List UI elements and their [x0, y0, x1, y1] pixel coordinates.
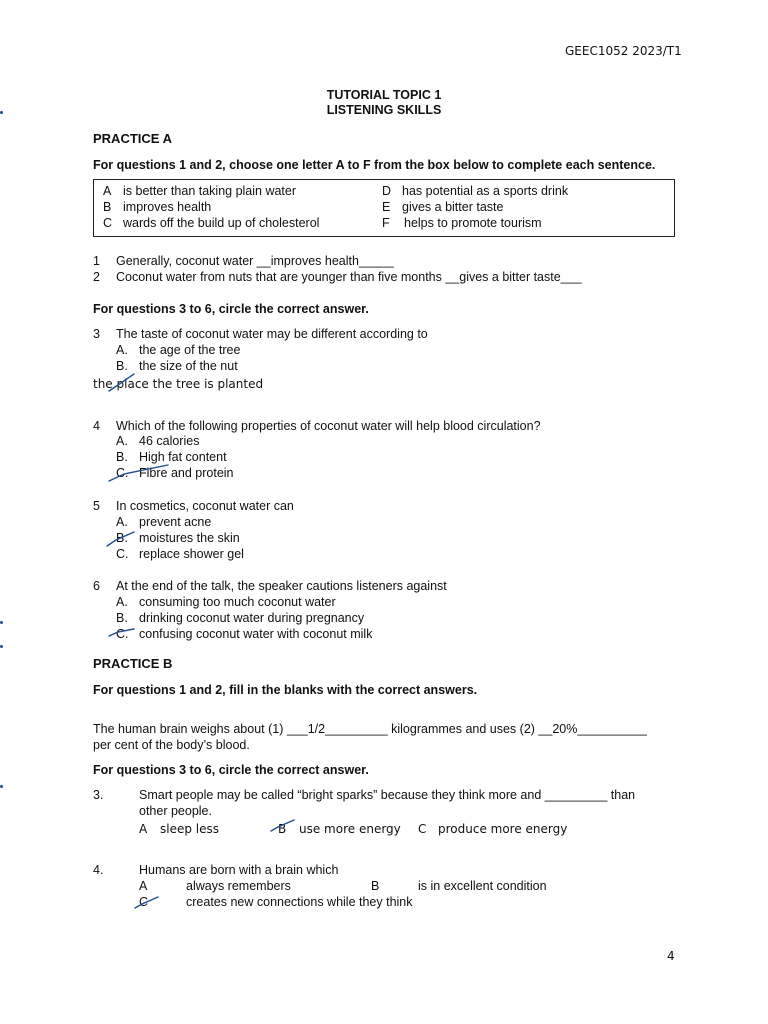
- b-question-3-line-2: other people.: [139, 804, 212, 818]
- box-option-b-text: improves health: [123, 200, 212, 214]
- question-4-option-c-letter: C.: [116, 466, 129, 480]
- practice-b-heading: PRACTICE B: [93, 656, 173, 671]
- practice-a-instruction-1: For questions 1 and 2, choose one letter A to F from the box below to complete each sentence.: [93, 158, 656, 172]
- box-option-a-text: is better than taking plain water: [123, 184, 297, 198]
- question-6-option-a-letter: A.: [116, 595, 128, 609]
- margin-mark: [0, 111, 3, 114]
- question-5-number: 5: [93, 499, 100, 513]
- box-option-f-text: helps to promote tourism: [404, 216, 542, 230]
- b-question-4-option-a-letter: A: [139, 879, 148, 893]
- question-4-option-b-text: High fat content: [139, 450, 227, 464]
- box-option-b-letter: B: [103, 200, 112, 214]
- question-4-number: 4: [93, 419, 100, 433]
- b-question-3-line-1: Smart people may be called “bright sparks” because they think more and _________ than: [139, 788, 636, 802]
- box-option-c-text: wards off the build up of cholesterol: [123, 216, 320, 230]
- b-question-4-number: 4.: [93, 863, 104, 877]
- b-question-3-option-a-text: sleep less: [160, 822, 220, 836]
- sentence-2-text: Coconut water from nuts that are younger than five months __gives a bitter taste___: [116, 270, 582, 284]
- question-4-option-a-text: 46 calories: [139, 434, 200, 448]
- b-question-3-option-b-text: use more energy: [299, 822, 401, 836]
- b-question-4-option-c-text: creates new connections while they think: [186, 895, 413, 909]
- margin-mark: [0, 645, 3, 648]
- question-3-option-a-text: the age of the tree: [139, 343, 241, 357]
- practice-b-instruction-1: For questions 1 and 2, fill in the blanks with the correct answers.: [93, 683, 478, 697]
- margin-mark: [0, 785, 3, 788]
- practice-b-paragraph-line-1: The human brain weighs about (1) ___1/2_________ kilogrammes and uses (2) __20%__________: [93, 722, 647, 736]
- b-question-3-option-a-letter: A: [139, 822, 148, 836]
- page-number: 4: [667, 949, 675, 963]
- question-6-option-c-letter: C.: [116, 627, 129, 641]
- box-option-c-letter: C: [103, 216, 113, 230]
- question-5-option-c-letter: C.: [116, 547, 129, 561]
- question-5-option-a-text: prevent acne: [139, 515, 212, 529]
- page-title-line1: TUTORIAL TOPIC 1: [326, 88, 442, 102]
- b-question-4-text: Humans are born with a brain which: [139, 863, 339, 877]
- practice-a-heading: PRACTICE A: [93, 131, 172, 146]
- b-question-3-option-c-text: produce more energy: [438, 822, 568, 836]
- sentence-1-number: 1: [93, 254, 100, 268]
- box-option-a-letter: A: [103, 184, 112, 198]
- b-question-3-option-c-letter: C: [418, 822, 427, 836]
- b-question-4-option-b-text: is in excellent condition: [418, 879, 547, 893]
- margin-mark: [0, 621, 3, 624]
- b-question-3-option-b-letter: B: [278, 822, 287, 836]
- question-5-option-b-text: moistures the skin: [139, 531, 240, 545]
- question-3-option-c-text: the place the tree is planted: [93, 377, 264, 391]
- question-4-option-a-letter: A.: [116, 434, 128, 448]
- box-option-d-text: has potential as a sports drink: [402, 184, 569, 198]
- question-3-option-b-letter: B.: [116, 359, 128, 373]
- sentence-2-number: 2: [93, 270, 100, 284]
- question-3-text: The taste of coconut water may be different according to: [116, 327, 428, 341]
- question-6-text: At the end of the talk, the speaker cautions listeners against: [116, 579, 447, 593]
- question-6-option-c-text: confusing coconut water with coconut milk: [139, 627, 373, 641]
- box-option-e-letter: E: [382, 200, 391, 214]
- question-4-text: Which of the following properties of coconut water will help blood circulation?: [116, 419, 541, 433]
- box-option-d-letter: D: [382, 184, 392, 198]
- practice-b-instruction-2: For questions 3 to 6, circle the correct answer.: [93, 763, 369, 777]
- question-3-number: 3: [93, 327, 100, 341]
- question-6-number: 6: [93, 579, 100, 593]
- question-5-option-c-text: replace shower gel: [139, 547, 244, 561]
- question-5-option-b-letter: B.: [116, 531, 128, 545]
- practice-b-paragraph-line-2: per cent of the body’s blood.: [93, 738, 250, 752]
- question-5-text: In cosmetics, coconut water can: [116, 499, 294, 513]
- question-4-option-b-letter: B.: [116, 450, 128, 464]
- box-option-e-text: gives a bitter taste: [402, 200, 504, 214]
- b-question-4-option-b-letter: B: [371, 879, 380, 893]
- question-6-option-a-text: consuming too much coconut water: [139, 595, 336, 609]
- page-title-line2: LISTENING SKILLS: [326, 103, 442, 117]
- b-question-4-option-c-letter: C: [139, 895, 149, 909]
- practice-a-instruction-2: For questions 3 to 6, circle the correct answer.: [93, 302, 369, 316]
- b-question-3-number: 3.: [93, 788, 104, 802]
- box-option-f-letter: F: [382, 216, 390, 230]
- question-3-option-b-text: the size of the nut: [139, 359, 238, 373]
- b-question-4-option-a-text: always remembers: [186, 879, 291, 893]
- question-3-option-a-letter: A.: [116, 343, 128, 357]
- course-code: GEEC1052 2023/T1: [565, 44, 682, 58]
- question-6-option-b-letter: B.: [116, 611, 128, 625]
- question-6-option-b-text: drinking coconut water during pregnancy: [139, 611, 365, 625]
- sentence-1-text: Generally, coconut water __improves health_____: [116, 254, 394, 268]
- question-4-option-c-text: Fibre and protein: [139, 466, 234, 480]
- question-5-option-a-letter: A.: [116, 515, 128, 529]
